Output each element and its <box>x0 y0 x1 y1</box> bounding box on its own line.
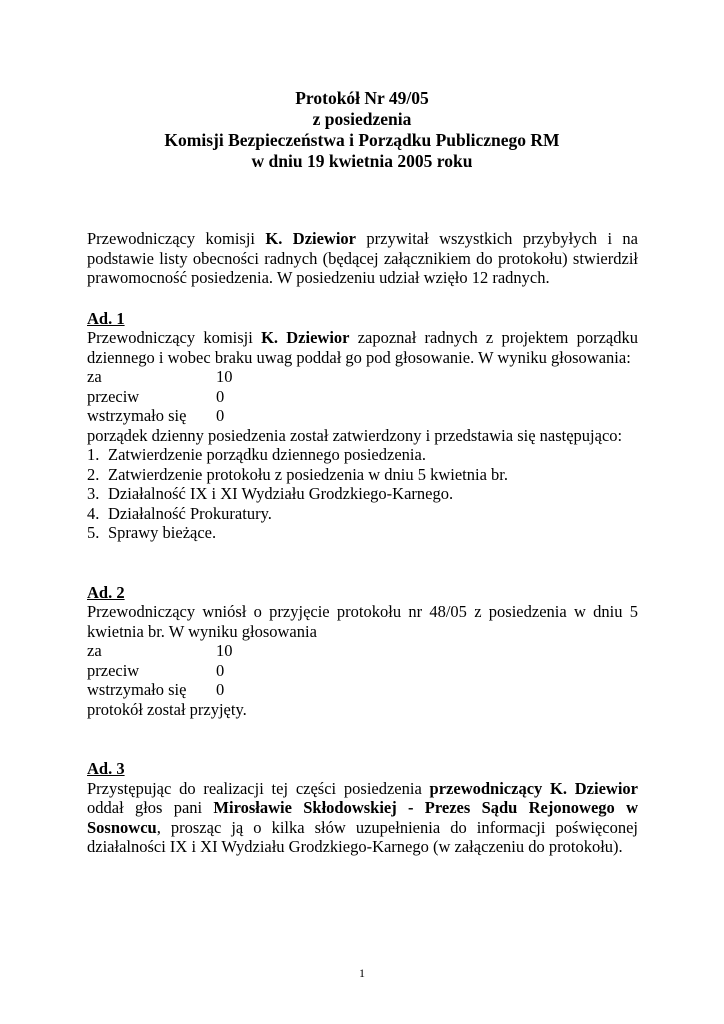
intro-text-1: Przewodniczący komisji <box>87 229 266 248</box>
list-item-text: Zatwierdzenie protokołu z posiedzenia w dniu 5 kwietnia br. <box>108 464 509 484</box>
title-line-1: Protokół Nr 49/05 <box>295 88 429 108</box>
ad1-paragraph <box>87 328 638 367</box>
vote-row <box>87 661 638 681</box>
list-item <box>87 484 638 504</box>
vote-label: przeciw <box>87 660 140 680</box>
ad1-heading: Ad. 1 <box>87 308 125 328</box>
vote-value: 0 <box>216 660 225 680</box>
ad3-text-3: , prosząc ją o kilka słów uzupełnienia do informacji poświęconej działalności IX i XI Wydziału Grodzkiego-Karnego (w załączeniu do protokołu). <box>87 817 638 856</box>
ad3-heading: Ad. 3 <box>87 759 125 778</box>
list-item-text: Działalność IX i XI Wydziału Grodzkiego-Karnego. <box>108 484 454 503</box>
ad3-text-1: Przystępując do realizacji tej części posiedzenia <box>87 778 430 798</box>
vote-label: wstrzymało się <box>87 406 187 425</box>
ad1-after-text: porządek dzienny posiedzenia został zatwierdzony i przedstawia się następująco: <box>87 425 623 445</box>
list-item <box>87 523 638 543</box>
intro-text-2: przywitał wszystkich przybyłych i na podstawie listy obecności radnych (będącej załącznikiem do protokołu) stwierdził prawomocność posiedzenia. W posiedzeniu udział wzięło 12 radnych. <box>87 229 638 287</box>
section-ad-1 <box>87 309 638 543</box>
vote-row <box>87 406 638 426</box>
vote-row <box>87 641 638 661</box>
intro-chairman-name: K. Dziewior <box>265 229 356 248</box>
document-body <box>87 229 638 857</box>
section-ad-3 <box>87 759 638 857</box>
list-item <box>87 504 638 524</box>
ad3-text-2: oddał głos pani <box>87 798 214 817</box>
ad3-court-president: Mirosławie Skłodowskiej - Prezes Sądu Rejonowego w Sosnowcu <box>87 798 638 837</box>
vote-value: 10 <box>216 641 233 660</box>
ad2-after-text: protokół został przyjęty. <box>87 699 247 719</box>
vote-label: przeciw <box>87 386 140 406</box>
list-item-text: Działalność Prokuratury. <box>108 503 272 523</box>
vote-value: 0 <box>216 406 225 425</box>
vote-label: za <box>87 641 102 660</box>
list-item-text: Zatwierdzenie porządku dziennego posiedzenia. <box>108 445 426 464</box>
ad2-vote-results <box>87 641 638 700</box>
ad2-paragraph: Przewodniczący wniósł o przyjęcie protokołu nr 48/05 z posiedzenia w dniu 5 kwietnia br. W wyniku głosowania <box>87 602 638 641</box>
vote-value: 0 <box>216 386 225 406</box>
ad1-text-2: zapoznał radnych z projektem porządku dziennego i wobec braku uwag poddał go pod głosowanie. W wyniku głosowania: <box>87 328 638 367</box>
vote-value: 0 <box>216 680 225 699</box>
section-ad-2 <box>87 583 638 720</box>
intro-paragraph <box>87 229 638 288</box>
list-item-text: Sprawy bieżące. <box>108 523 217 542</box>
list-item-number: 4. <box>87 503 100 523</box>
list-item <box>87 445 638 465</box>
document-title <box>0 88 724 172</box>
title-line-4: w dniu 19 kwietnia 2005 roku <box>251 151 473 171</box>
ad1-vote-results <box>87 367 638 426</box>
ad3-chairman: przewodniczący K. Dziewior <box>429 778 638 798</box>
title-line-2: z posiedzenia <box>312 109 412 129</box>
vote-value: 10 <box>216 367 233 386</box>
vote-label: wstrzymało się <box>87 680 187 699</box>
list-item-number: 2. <box>87 464 100 484</box>
vote-label: za <box>87 367 102 386</box>
page-number: 1 <box>359 966 365 980</box>
title-line-3: Komisji Bezpieczeństwa i Porządku Publicznego RM <box>164 130 560 150</box>
ad1-chairman-name: K. Dziewior <box>261 328 350 347</box>
list-item-number: 1. <box>87 445 100 464</box>
agenda-list <box>87 445 638 543</box>
list-item-number: 5. <box>87 523 100 542</box>
list-item <box>87 465 638 485</box>
ad3-paragraph <box>87 779 638 857</box>
ad1-text-1: Przewodniczący komisji <box>87 328 262 347</box>
ad2-heading: Ad. 2 <box>87 582 125 602</box>
list-item-number: 3. <box>87 484 100 503</box>
vote-row <box>87 367 638 387</box>
vote-row <box>87 680 638 700</box>
vote-row <box>87 387 638 407</box>
